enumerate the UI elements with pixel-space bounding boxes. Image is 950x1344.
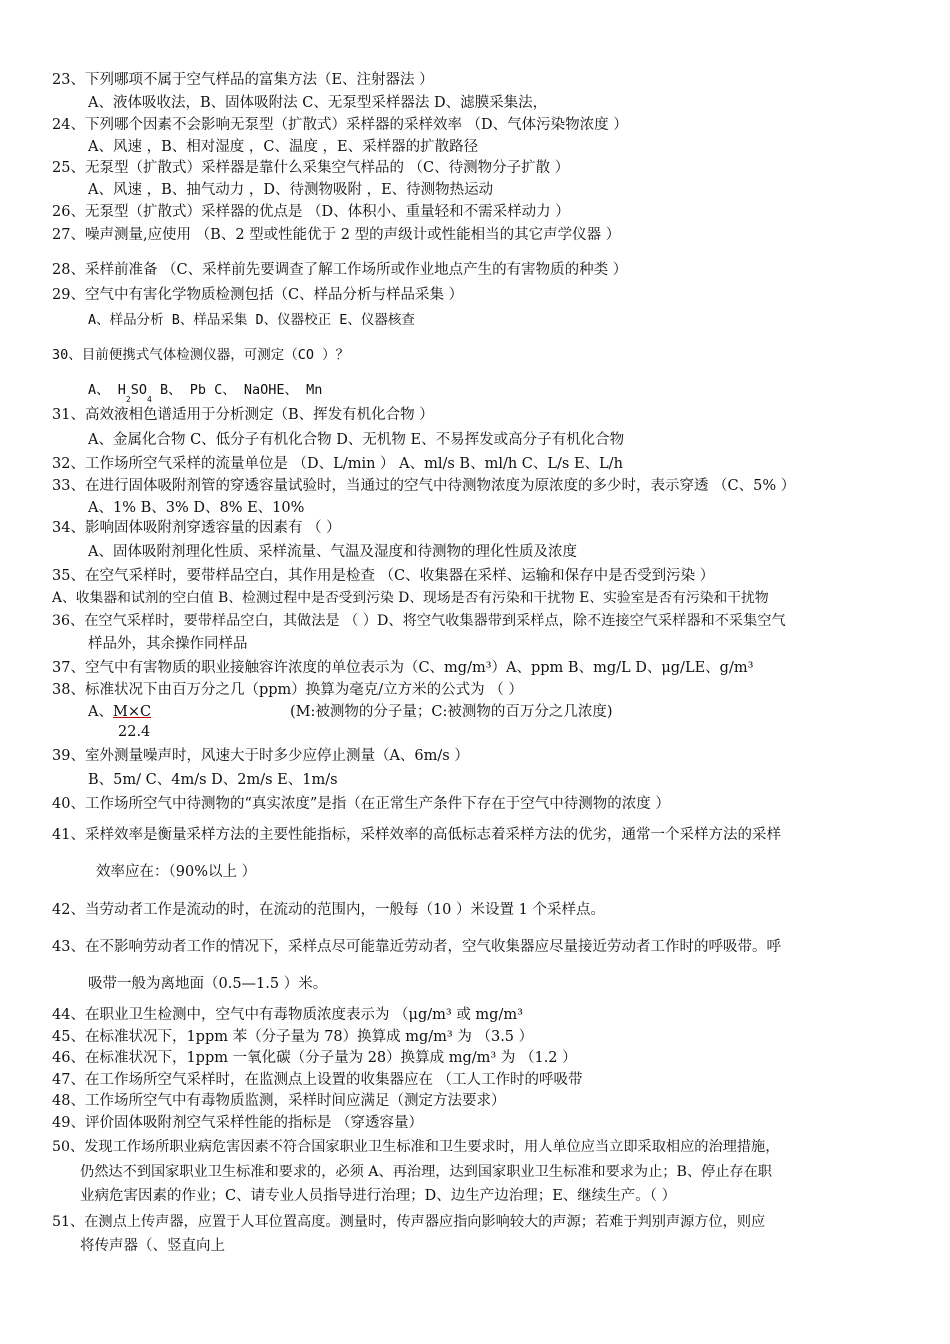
question-41-continued: 效率应在：（90%以上 ） xyxy=(96,864,257,880)
question-38-option-a: A、M×C xyxy=(88,704,152,720)
question-24-options: A、风速 ，B、相对湿度 ，C、温度 ，E、采样器的扩散路径 xyxy=(88,139,479,155)
formula-numerator: M×C xyxy=(112,704,152,720)
question-23-options: A、液体吸收法，B、固体吸附法 C、无泵型采样器法 D、滤膜采集法， xyxy=(88,95,548,111)
question-46: 46、在标准状况下，1ppm 一氧化碳（分子量为 28）换算成 mg/m³ 为 （1.2 ） xyxy=(52,1050,577,1066)
question-28: 28、采样前准备 （C、采样前先要调查了解工作场所或作业地点产生的有害物质的种类 ） xyxy=(52,262,628,278)
question-24: 24、下列哪个因素不会影响无泵型（扩散式）采样器的采样效率 （D、气体污染物浓度 ） xyxy=(52,117,628,133)
question-51: 51、在测点上传声器，应置于人耳位置高度。测量时，传声器应指向影响较大的声源；若难于判别声源方位，则应 xyxy=(52,1214,766,1230)
question-29-options: A、样品分析 B、样品采集 D、仪器校正 E、仪器核查 xyxy=(88,312,415,328)
question-38: 38、标准状况下由百万分之几（ppm）换算为毫克/立方米的公式为 （ ） xyxy=(52,682,523,698)
question-33: 33、在进行固体吸附剂管的穿透容量试验时，当通过的空气中待测物浓度为原浓度的多少时，表示穿透 （C、5% ） xyxy=(52,478,796,494)
question-34: 34、影响固体吸附剂穿透容量的因素有 （ ） xyxy=(52,520,341,536)
question-45: 45、在标准状况下，1ppm 苯（分子量为 78）换算成 mg/m³ 为 （3.5 ） xyxy=(52,1029,534,1045)
formula-denominator: 22.4 xyxy=(118,724,151,740)
question-25: 25、无泵型（扩散式）采样器是靠什么采集空气样品的 （C、待测物分子扩散 ） xyxy=(52,160,570,176)
question-50: 50、发现工作场所职业病危害因素不符合国家职业卫生标准和卫生要求时，用人单位应当立即采取相应的治理措施， xyxy=(52,1139,780,1155)
question-50-continued-2: 业病危害因素的作业；C、请专业人员指导进行治理；D、边生产边治理；E、继续生产。（ ） xyxy=(80,1188,677,1204)
question-39-options: B、5m/ C、4m/s D、2m/s E、1m/s xyxy=(88,772,338,788)
question-44: 44、在职业卫生检测中，空气中有毒物质浓度表示为 （μg/m³ 或 mg/m³ xyxy=(52,1007,523,1023)
question-33-options: A、1% B、3% D、8% E、10% xyxy=(88,500,305,516)
question-42: 42、当劳动者工作是流动的时，在流动的范围内，一般每（10 ）米设置 1 个采样点。 xyxy=(52,902,605,918)
question-30: 30、目前便携式气体检测仪器，可测定（CO ）？ xyxy=(52,347,350,363)
question-32: 32、工作场所空气采样的流量单位是 （D、L/min ） A、ml/s B、ml/h C、L/s E、L/h xyxy=(52,456,623,472)
question-40: 40、工作场所空气中待测物的“真实浓度”是指（在正常生产条件下存在于空气中待测物的浓度 ） xyxy=(52,796,670,812)
question-50-continued-1: 仍然达不到国家职业卫生标准和要求的，必须 A、再治理，达到国家职业卫生标准和要求为止；B、停止存在职 xyxy=(80,1164,772,1180)
question-26: 26、无泵型（扩散式）采样器的优点是 （D、体积小、重量轻和不需采样动力 ） xyxy=(52,204,570,220)
question-41: 41、采样效率是衡量采样方法的主要性能指标，采样效率的高低标志着采样方法的优劣，通常一个采样方法的采样 xyxy=(52,827,781,843)
question-30-options: A、 $H_2SO_4$ B、 Pb C、 NaOHE、 Mn xyxy=(88,382,323,404)
question-36-continued: 样品外，其余操作同样品 xyxy=(88,636,248,652)
question-35-options: A、收集器和试剂的空白值 B、检测过程中是否受到污染 D、现场是否有污染和干扰物 E、实验室是否有污染和干扰物 xyxy=(52,590,769,606)
question-47: 47、在工作场所空气采样时，在监测点上设置的收集器应在 （工人工作时的呼吸带 xyxy=(52,1072,583,1088)
question-48: 48、工作场所空气中有毒物质监测，采样时间应满足（测定方法要求） xyxy=(52,1093,506,1109)
question-36: 36、在空气采样时，要带样品空白，其做法是 （ ）D、将空气收集器带到采样点，除不连接空气采样器和不采集空气 xyxy=(52,613,786,629)
question-23: 23、下列哪项不属于空气样品的富集方法（E、注射器法 ） xyxy=(52,72,434,88)
question-49: 49、评价固体吸附剂空气采样性能的指标是 （穿透容量） xyxy=(52,1115,424,1131)
question-29: 29、空气中有害化学物质检测包括（C、样品分析与样品采集 ） xyxy=(52,287,464,303)
question-43: 43、在不影响劳动者工作的情况下，采样点尽可能靠近劳动者，空气收集器应尽量接近劳动者工作时的呼吸带。呼 xyxy=(52,939,781,955)
question-34-options: A、固体吸附剂理化性质、采样流量、气温及湿度和待测物的理化性质及浓度 xyxy=(88,544,577,560)
question-25-options: A、风速 ，B、抽气动力 ，D、待测物吸附 ，E、待测物热运动 xyxy=(88,182,494,198)
formula-note: (M:被测物的分子量；C:被测物的百万分之几浓度) xyxy=(290,704,613,720)
question-31: 31、高效液相色谱适用于分析测定（B、挥发有机化合物 ） xyxy=(52,407,434,423)
question-35: 35、在空气采样时，要带样品空白，其作用是检查 （C、收集器在采样、运输和保存中是否受到污染 ） xyxy=(52,568,715,584)
question-43-continued: 吸带一般为离地面（0.5—1.5 ）米。 xyxy=(88,976,328,992)
question-27: 27、噪声测量,应使用 （B、2 型或性能优于 2 型的声级计或性能相当的其它声学仪器 ） xyxy=(52,227,621,243)
question-51-continued: 将传声器（、竖直向上 xyxy=(80,1238,225,1254)
question-37: 37、空气中有害物质的职业接触容许浓度的单位表示为（C、mg/m³）A、ppm B、mg/L D、μg/LE、g/m³ xyxy=(52,660,754,676)
question-31-options: A、金属化合物 C、低分子有机化合物 D、无机物 E、不易挥发或高分子有机化合物 xyxy=(88,432,625,448)
question-39: 39、室外测量噪声时，风速大于时多少应停止测量（A、6m/s ） xyxy=(52,748,469,764)
